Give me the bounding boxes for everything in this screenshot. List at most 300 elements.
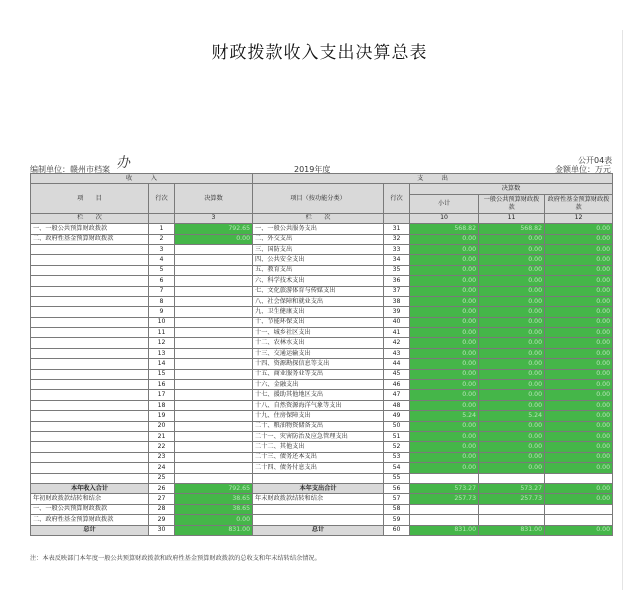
income-row-no: 13 (149, 348, 175, 358)
table-row (31, 296, 613, 306)
header-gen-budget: 一般公共预算财政拨款 (479, 194, 545, 213)
expense-gov-fund: 0.00 (545, 348, 613, 358)
expense-row-no: 31 (384, 224, 410, 234)
expense-row-no: 50 (384, 421, 410, 431)
header-item: 项 目 (31, 184, 149, 213)
grand-total-row (31, 525, 613, 535)
page-title: 财政拨款收入支出决算总表 (211, 43, 428, 63)
expense-item: 十、节能环保支出 (253, 317, 384, 327)
expense-gen-budget: 0.00 (479, 234, 545, 244)
expense-gen-budget: 0.00 (479, 317, 545, 327)
expense-gov-fund: 0.00 (545, 265, 613, 275)
income-amount (175, 338, 253, 348)
income-item (31, 276, 149, 286)
income-row-no: 14 (149, 359, 175, 369)
col-index-11: 11 (479, 213, 545, 223)
grand-total-left-row-no: 30 (149, 525, 175, 535)
scan-edge (622, 30, 623, 590)
income-amount (175, 473, 253, 483)
expense-subtotal: 0.00 (410, 338, 479, 348)
expense-item: 九、卫生健康支出 (253, 307, 384, 317)
table-row (31, 431, 613, 441)
table-row (31, 317, 613, 327)
income-item (31, 452, 149, 462)
table-row (31, 286, 613, 296)
col-index-10: 10 (410, 213, 479, 223)
expense-row-no: 55 (384, 473, 410, 483)
header-subtotal: 小计 (410, 194, 479, 213)
expense-item: 十九、住房保障支出 (253, 411, 384, 421)
expense-gov-fund (545, 515, 613, 525)
expense-row-no: 42 (384, 338, 410, 348)
income-amount (175, 390, 253, 400)
table-row (31, 338, 613, 348)
expense-gen-budget: 0.00 (479, 265, 545, 275)
expense-row-no: 54 (384, 463, 410, 473)
expense-gov-fund: 0.00 (545, 400, 613, 410)
grand-total-subtotal: 831.00 (410, 525, 479, 535)
income-amount (175, 431, 253, 441)
table-note: 注：本表反映部门本年度一般公共预算财政拨款和政府性基金预算财政拨款的总收支和年末结转结余情况。 (30, 555, 321, 562)
expense-item: 十五、商业服务业等支出 (253, 369, 384, 379)
expense-subtotal: 0.00 (410, 421, 479, 431)
income-amount (175, 452, 253, 462)
col-index-12: 12 (545, 213, 613, 223)
income-amount (175, 442, 253, 452)
expense-item: 二十三、债务还本支出 (253, 452, 384, 462)
expense-total-subtotal: 573.27 (410, 483, 479, 493)
expense-item: 二十一、灾害防治及应急管理支出 (253, 431, 384, 441)
expense-subtotal (410, 515, 479, 525)
expense-row-no: 43 (384, 348, 410, 358)
expense-subtotal: 0.00 (410, 234, 479, 244)
income-amount (175, 411, 253, 421)
end-balance-row-no: 57 (384, 494, 410, 504)
expense-subtotal: 0.00 (410, 296, 479, 306)
income-item (31, 359, 149, 369)
expense-item: 十二、农林水支出 (253, 338, 384, 348)
expense-gen-budget: 0.00 (479, 276, 545, 286)
expense-subtotal (410, 504, 479, 514)
expense-gen-budget: 0.00 (479, 338, 545, 348)
end-balance-gen-budget: 257.73 (479, 494, 545, 504)
grand-total-left-amount: 831.00 (175, 525, 253, 535)
income-amount: 0.00 (175, 234, 253, 244)
table-row (31, 265, 613, 275)
expense-item: 十三、交通运输支出 (253, 348, 384, 358)
expense-gov-fund: 0.00 (545, 380, 613, 390)
expense-gov-fund (545, 504, 613, 514)
table-row (31, 328, 613, 338)
income-item (31, 369, 149, 379)
expense-gen-budget: 0.00 (479, 286, 545, 296)
income-total-row-no: 26 (149, 483, 175, 493)
income-amount (175, 400, 253, 410)
expense-subtotal: 0.00 (410, 276, 479, 286)
column-header-row (31, 184, 613, 194)
unit-label: 编制单位：赣州市档案 (30, 165, 110, 174)
form-number: 公开04表 (578, 156, 613, 165)
expense-subtotal: 0.00 (410, 390, 479, 400)
income-amount (175, 380, 253, 390)
income-amount (175, 359, 253, 369)
finance-summary-table (30, 173, 613, 536)
income-item (31, 380, 149, 390)
income-item (31, 431, 149, 441)
expense-gov-fund: 0.00 (545, 359, 613, 369)
income-item (31, 328, 149, 338)
expense-gen-budget: 0.00 (479, 307, 545, 317)
report-year: 2019年度 (294, 165, 331, 174)
income-item (31, 411, 149, 421)
expense-total-label: 本年支出合计 (253, 483, 384, 493)
income-row-no: 22 (149, 442, 175, 452)
income-amount (175, 328, 253, 338)
expense-item: 二十四、债务付息支出 (253, 463, 384, 473)
income-amount (175, 369, 253, 379)
income-item (31, 390, 149, 400)
income-row-no: 15 (149, 369, 175, 379)
col-label-right: 栏 次 (253, 213, 384, 223)
income-amount (175, 265, 253, 275)
begin-balance-amount: 38.65 (175, 494, 253, 504)
expense-gen-budget: 568.82 (479, 224, 545, 234)
income-amount (175, 276, 253, 286)
income-amount (175, 286, 253, 296)
grand-total-right-label: 总计 (253, 525, 384, 535)
income-row-no: 12 (149, 338, 175, 348)
expense-subtotal: 0.00 (410, 369, 479, 379)
income-item (31, 296, 149, 306)
income-row-no: 21 (149, 431, 175, 441)
expense-gen-budget: 0.00 (479, 380, 545, 390)
expense-row-no: 49 (384, 411, 410, 421)
header-amount-right: 决算数 (410, 184, 613, 194)
expense-subtotal: 0.00 (410, 328, 479, 338)
expense-subtotal: 0.00 (410, 380, 479, 390)
income-amount: 792.65 (175, 224, 253, 234)
expense-subtotal: 0.00 (410, 431, 479, 441)
income-amount (175, 317, 253, 327)
expense-item: 二、外交支出 (253, 234, 384, 244)
expense-subtotal: 0.00 (410, 452, 479, 462)
table-row (31, 307, 613, 317)
expense-gen-budget: 0.00 (479, 369, 545, 379)
income-item (31, 421, 149, 431)
expense-gen-budget: 0.00 (479, 390, 545, 400)
col-label-left: 栏 次 (31, 213, 149, 223)
expense-subtotal: 0.00 (410, 463, 479, 473)
income-amount (175, 463, 253, 473)
begin-gov-label: 二、政府性基金预算财政拨款 (31, 515, 149, 525)
income-item (31, 348, 149, 358)
income-row-no: 1 (149, 224, 175, 234)
table-row (31, 224, 613, 234)
grand-total-left-label: 总计 (31, 525, 149, 535)
col-index-3: 3 (175, 213, 253, 223)
table-row (31, 276, 613, 286)
income-row-no: 7 (149, 286, 175, 296)
expense-item: 五、教育支出 (253, 265, 384, 275)
expense-item: 十四、资源勘探信息等支出 (253, 359, 384, 369)
table-row (31, 380, 613, 390)
expense-gen-budget: 0.00 (479, 421, 545, 431)
expense-gov-fund: 0.00 (545, 442, 613, 452)
expense-gov-fund: 0.00 (545, 286, 613, 296)
expense-gov-fund: 0.00 (545, 390, 613, 400)
expense-gov-fund: 0.00 (545, 224, 613, 234)
expense-subtotal: 0.00 (410, 265, 479, 275)
expense-item: 六、科学技术支出 (253, 276, 384, 286)
income-row-no: 20 (149, 421, 175, 431)
expense-gov-fund: 0.00 (545, 369, 613, 379)
expense-subtotal: 0.00 (410, 317, 479, 327)
expense-row-no: 38 (384, 296, 410, 306)
expense-subtotal: 0.00 (410, 442, 479, 452)
expense-section-header: 支 出 (253, 174, 613, 184)
income-row-no: 5 (149, 265, 175, 275)
expense-gen-budget: 0.00 (479, 244, 545, 254)
header-row-no-right: 行次 (384, 184, 410, 213)
expense-gov-fund: 0.00 (545, 244, 613, 254)
expense-gov-fund: 0.00 (545, 255, 613, 265)
income-item (31, 265, 149, 275)
expense-item: 二十二、其他支出 (253, 442, 384, 452)
begin-gen-amount: 38.65 (175, 504, 253, 514)
table-row (31, 400, 613, 410)
table-row (31, 421, 613, 431)
expense-gen-budget: 0.00 (479, 442, 545, 452)
expense-row-no: 53 (384, 452, 410, 462)
income-item (31, 286, 149, 296)
table-row (31, 234, 613, 244)
expense-gov-fund: 0.00 (545, 421, 613, 431)
expense-subtotal: 5.24 (410, 411, 479, 421)
expense-item: 三、国防支出 (253, 244, 384, 254)
expense-row-no: 46 (384, 380, 410, 390)
income-item: 一、一般公共预算财政拨款 (31, 224, 149, 234)
table-row (31, 452, 613, 462)
expense-row-no: 58 (384, 504, 410, 514)
expense-gen-budget (479, 515, 545, 525)
expense-subtotal: 0.00 (410, 255, 479, 265)
expense-item: 四、公共安全支出 (253, 255, 384, 265)
header-amount: 决算数 (175, 184, 253, 213)
expense-row-no: 45 (384, 369, 410, 379)
income-row-no: 24 (149, 463, 175, 473)
expense-gen-budget: 0.00 (479, 400, 545, 410)
expense-item (253, 473, 384, 483)
expense-row-no: 52 (384, 442, 410, 452)
expense-subtotal: 0.00 (410, 244, 479, 254)
income-item (31, 400, 149, 410)
expense-total-gen-budget: 573.27 (479, 483, 545, 493)
table-row (31, 244, 613, 254)
expense-gov-fund: 0.00 (545, 452, 613, 462)
table-row (31, 369, 613, 379)
expense-item: 十七、援助其他地区支出 (253, 390, 384, 400)
expense-gen-budget: 0.00 (479, 328, 545, 338)
header-row-no: 行次 (149, 184, 175, 213)
expense-row-no: 40 (384, 317, 410, 327)
expense-row-no: 34 (384, 255, 410, 265)
expense-gov-fund: 0.00 (545, 234, 613, 244)
income-amount (175, 307, 253, 317)
income-row-no: 10 (149, 317, 175, 327)
expense-gen-budget: 0.00 (479, 348, 545, 358)
expense-gen-budget: 0.00 (479, 296, 545, 306)
income-amount (175, 421, 253, 431)
expense-gov-fund: 0.00 (545, 411, 613, 421)
income-amount (175, 255, 253, 265)
expense-row-no: 39 (384, 307, 410, 317)
expense-total-gov-fund: 0.00 (545, 483, 613, 493)
expense-subtotal: 568.82 (410, 224, 479, 234)
begin-gen-row-no: 28 (149, 504, 175, 514)
expense-row-no: 41 (384, 328, 410, 338)
begin-gen-row (31, 504, 613, 514)
expense-row-no: 36 (384, 276, 410, 286)
income-row-no: 25 (149, 473, 175, 483)
table-row (31, 411, 613, 421)
income-row-no: 11 (149, 328, 175, 338)
income-row-no: 6 (149, 276, 175, 286)
income-row-no: 2 (149, 234, 175, 244)
handwritten-signature: 办 (115, 154, 131, 172)
income-row-no: 19 (149, 411, 175, 421)
expense-gov-fund: 0.00 (545, 338, 613, 348)
expense-gen-budget: 0.00 (479, 359, 545, 369)
income-row-no: 23 (149, 452, 175, 462)
expense-gov-fund: 0.00 (545, 463, 613, 473)
begin-gov-row (31, 515, 613, 525)
income-item (31, 338, 149, 348)
expense-gov-fund (545, 473, 613, 483)
expense-row-no: 32 (384, 234, 410, 244)
expense-subtotal: 0.00 (410, 400, 479, 410)
income-row-no: 8 (149, 296, 175, 306)
table-row (31, 442, 613, 452)
income-item (31, 244, 149, 254)
grand-total-gen-budget: 831.00 (479, 525, 545, 535)
section-header-row (31, 174, 613, 184)
expense-item: 一、一般公共服务支出 (253, 224, 384, 234)
income-row-no: 9 (149, 307, 175, 317)
income-total-amount: 792.65 (175, 483, 253, 493)
expense-gov-fund: 0.00 (545, 328, 613, 338)
income-item (31, 307, 149, 317)
col-index-empty-right (384, 213, 410, 223)
begin-gov-row-no: 29 (149, 515, 175, 525)
expense-subtotal: 0.00 (410, 348, 479, 358)
expense-gen-budget: 0.00 (479, 255, 545, 265)
expense-subtotal: 0.00 (410, 359, 479, 369)
income-item (31, 473, 149, 483)
income-row-no: 4 (149, 255, 175, 265)
expense-item: 十一、城乡社区支出 (253, 328, 384, 338)
expense-item: 八、社会保障和就业支出 (253, 296, 384, 306)
begin-gen-label: 一、一般公共预算财政拨款 (31, 504, 149, 514)
expense-gov-fund: 0.00 (545, 296, 613, 306)
income-item (31, 255, 149, 265)
end-balance-subtotal: 257.73 (410, 494, 479, 504)
grand-total-right-row-no: 60 (384, 525, 410, 535)
begin-balance-label: 年初财政拨款结转和结余 (31, 494, 149, 504)
amount-unit: 金额单位：万元 (555, 165, 611, 174)
income-row-no: 16 (149, 380, 175, 390)
expense-gen-budget: 5.24 (479, 411, 545, 421)
income-item: 二、政府性基金预算财政拨款 (31, 234, 149, 244)
table-row (31, 255, 613, 265)
expense-gen-budget: 0.00 (479, 452, 545, 462)
expense-subtotal: 0.00 (410, 307, 479, 317)
expense-gen-budget (479, 504, 545, 514)
column-index-row (31, 213, 613, 223)
balance-row (31, 494, 613, 504)
expense-item: 七、文化旅游体育与传媒支出 (253, 286, 384, 296)
totals-row (31, 483, 613, 493)
table-row (31, 348, 613, 358)
income-amount (175, 348, 253, 358)
expense-row-no: 48 (384, 400, 410, 410)
expense-gen-budget (479, 473, 545, 483)
income-amount (175, 296, 253, 306)
table-row (31, 359, 613, 369)
table-row (31, 463, 613, 473)
expense-item (253, 504, 384, 514)
income-amount (175, 244, 253, 254)
col-index-empty (149, 213, 175, 223)
header-gov-fund: 政府性基金预算财政拨款 (545, 194, 613, 213)
income-item (31, 442, 149, 452)
expense-gen-budget: 0.00 (479, 431, 545, 441)
income-row-no: 17 (149, 390, 175, 400)
table-row (31, 390, 613, 400)
table-row-25 (31, 473, 613, 483)
expense-gov-fund: 0.00 (545, 307, 613, 317)
expense-row-no: 33 (384, 244, 410, 254)
begin-balance-row-no: 27 (149, 494, 175, 504)
expense-row-no: 59 (384, 515, 410, 525)
expense-row-no: 47 (384, 390, 410, 400)
expense-item: 十八、自然资源海洋气象等支出 (253, 400, 384, 410)
expense-item: 二十、粮油物资储备支出 (253, 421, 384, 431)
expense-total-row-no: 56 (384, 483, 410, 493)
income-total-label: 本年收入合计 (31, 483, 149, 493)
expense-row-no: 51 (384, 431, 410, 441)
header-item-func: 项目（按功能分类） (253, 184, 384, 213)
expense-item (253, 515, 384, 525)
expense-item: 十六、金融支出 (253, 380, 384, 390)
grand-total-gov-fund: 0.00 (545, 525, 613, 535)
expense-row-no: 37 (384, 286, 410, 296)
expense-row-no: 35 (384, 265, 410, 275)
expense-gov-fund: 0.00 (545, 276, 613, 286)
end-balance-label: 年末财政拨款结转和结余 (253, 494, 384, 504)
income-row-no: 18 (149, 400, 175, 410)
income-item (31, 317, 149, 327)
expense-subtotal: 0.00 (410, 286, 479, 296)
expense-subtotal (410, 473, 479, 483)
expense-gov-fund: 0.00 (545, 317, 613, 327)
expense-row-no: 44 (384, 359, 410, 369)
end-balance-gov-fund: 0.00 (545, 494, 613, 504)
income-item (31, 463, 149, 473)
expense-gov-fund: 0.00 (545, 431, 613, 441)
income-row-no: 3 (149, 244, 175, 254)
expense-gen-budget: 0.00 (479, 463, 545, 473)
income-section-header: 收 入 (31, 174, 253, 184)
